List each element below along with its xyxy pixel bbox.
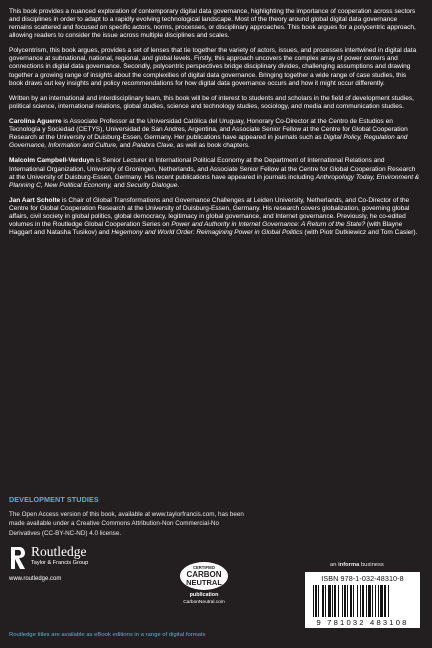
informa-brand: informa — [338, 562, 360, 568]
author-works: Power and Authority in Internet Governance: A Return of the State? — [171, 220, 366, 228]
description-paragraph-3: Written by an international and interdisciplinary team, this book will be of interest to students and scholars in the field of development studies, political science, international relations, global studies, science and technology studies, sociology, and media and communication studies. — [9, 94, 414, 110]
author-name: Malcolm Campbell-Verduyn — [9, 157, 95, 165]
barcode-bar — [342, 585, 343, 617]
author-name: Jan Aart Scholte — [9, 196, 61, 204]
barcode-bar — [328, 585, 331, 617]
author-works: Anthropology Today, Environment & Planning C, New Political Economy, — [9, 173, 420, 189]
author-bio-text: is Associate Professor at the Universidad Católica del Uruguay, Honorary Co-Director at the Centro de Estudios en Tecnología y Sociedad (CETYS), Universidad de San Andres, Argentina, and Associate Senior Fellow at the Centre for Global Cooperation Research at the University of Duisburg-Essen, Germany. Her publications have appeared in journals such as — [9, 118, 408, 142]
author-bio-campbell-verduyn — [9, 157, 420, 189]
barcode-bar — [350, 585, 352, 617]
author-name: Carolina Aguerre — [9, 118, 62, 126]
open-access-notice: The Open Access version of this book, available at www.taylorfrancis.com, has been made available under a Creative Commons Attribution-Non Commercial-No Derivatives (CC-BY-NC-ND) 4.0 license. — [9, 511, 244, 537]
carbon-neutral-badge — [173, 560, 235, 608]
barcode-bar — [357, 585, 358, 617]
author-works: Digital Policy, Regulation and Governance, Information and Culture, — [9, 134, 408, 150]
author-bio-text: , as well as book chapters. — [173, 142, 250, 150]
publisher-website: www.routledge.com — [9, 576, 62, 582]
barcode-bar — [315, 585, 317, 617]
barcode-bar — [380, 585, 383, 617]
barcode-bar — [322, 585, 324, 617]
author-bio-text: is Senior Lecturer in International Political Economy at the Department of International Relations and International Organization, University of Groningen, Netherlands, and Associate Senior Fellow at the Centre for Global Cooperation Research at the University of Duisburg-Essen, Germany. His recent publications have appeared in journals including — [9, 157, 416, 181]
author-bio-scholte — [9, 197, 420, 237]
series-label: DEVELOPMENT STUDIES — [9, 495, 99, 504]
ebook-notice: Routledge titles are available as eBook editions in a range of digital formats — [9, 632, 206, 638]
carbon-neutral-logo-icon — [173, 560, 235, 592]
barcode-bar — [318, 585, 319, 617]
carbon-publication: publication — [189, 592, 219, 598]
barcode-bar — [372, 585, 373, 617]
carbon-line3: NEUTRAL — [186, 578, 222, 587]
barcode-bar — [384, 585, 386, 617]
barcode-icon — [312, 585, 413, 617]
barcode-bar — [368, 585, 371, 617]
author-bio-text: (with Piotr Dutkiewicz and Tom Casier). — [302, 229, 418, 237]
description-paragraph-1: This book provides a nuanced exploration of contemporary digital data governance, highlighting the importance of cooperation across sectors and disciplines in order to adapt to a rapidly evolving technological landscape. Most of the theory around global digital data governance remains scattered and focused on specific actors, norms, processes, or disciplinary approaches. This book argues for a polycentric approach, allowing readers to consider the issue across multiple disciplines and scales. — [9, 8, 416, 40]
description-paragraph-2: Polycentrism, this book argues, provides a set of lenses that tie together the variety of actors, issues, and processes intertwined in digital data governance at subnational, national, regional, and global levels. Firstly, this approach uncovers the complex array of power centers and connections in digital data governance. Secondly, polycentric perspectives bridge disciplinary divides, challenging assumptions and drawing together a growing range of insights about the complexities of digital data governance. Bringing together a wide range of case studies, this book draws out key insights and policy recommendations for how digital data governance occurs and how it might occur differently. — [9, 47, 417, 87]
barcode-bar — [378, 585, 379, 617]
barcode-bar — [366, 585, 367, 617]
publisher-name: Routledge — [31, 544, 87, 559]
author-works: Hegemony and World Order: Reimagining Power in Global Politics — [111, 229, 303, 237]
author-bio-text: and — [111, 181, 127, 189]
author-works: Security Dialogue — [126, 181, 178, 189]
informa-tagline — [330, 562, 384, 568]
routledge-r-icon — [9, 545, 27, 571]
barcode-bar — [388, 585, 389, 617]
barcode-bar — [344, 585, 346, 617]
barcode-bar — [313, 585, 314, 617]
back-cover-text — [9, 8, 420, 244]
barcode-bar — [360, 585, 361, 617]
informa-prefix: an — [330, 562, 339, 568]
barcode-bar — [362, 585, 364, 617]
barcode-bar — [325, 585, 326, 617]
barcode-panel — [305, 572, 420, 628]
author-works: Palabra Clave — [132, 142, 174, 150]
author-bio-text: (with Blayne Haggart and Natasha Tusikov) and — [9, 220, 403, 237]
barcode-bar — [353, 585, 354, 617]
barcode-bar — [332, 585, 333, 617]
author-bio-text: and — [117, 142, 133, 150]
author-bio-text: . — [177, 181, 180, 189]
carbon-line2: CARBON — [186, 570, 222, 579]
barcode-bar — [375, 585, 376, 617]
barcode-bar — [334, 585, 336, 617]
isbn-number: ISBN 978-1-032-48310-8 — [321, 574, 404, 583]
barcode-bar — [347, 585, 348, 617]
informa-suffix: business — [359, 562, 384, 568]
carbon-url: CarbonNeutral.com — [183, 600, 225, 605]
author-bio-aguerre — [9, 118, 420, 150]
ean-number: 9 781032 483108 — [316, 618, 409, 627]
publisher-group: Taylor & Francis Group — [31, 560, 89, 566]
carbon-line1: CERTIFIED — [192, 565, 216, 570]
author-bio-text: is Chair of Global Transformations and Governance Challenges at Leiden University, Netherlands, and Co-Director of the Centre for Global Cooperation Research at the University of Duisburg-Essen, Germany. His research covers globalization, governing global affairs, civil society in global politics, global democracy, legitimacy in global governance, and Internet governance. Previously, he co-edited volumes in the Routledge Global Cooperation Series on — [9, 196, 410, 228]
publisher-logo — [9, 542, 139, 584]
barcode-bar — [338, 585, 339, 617]
